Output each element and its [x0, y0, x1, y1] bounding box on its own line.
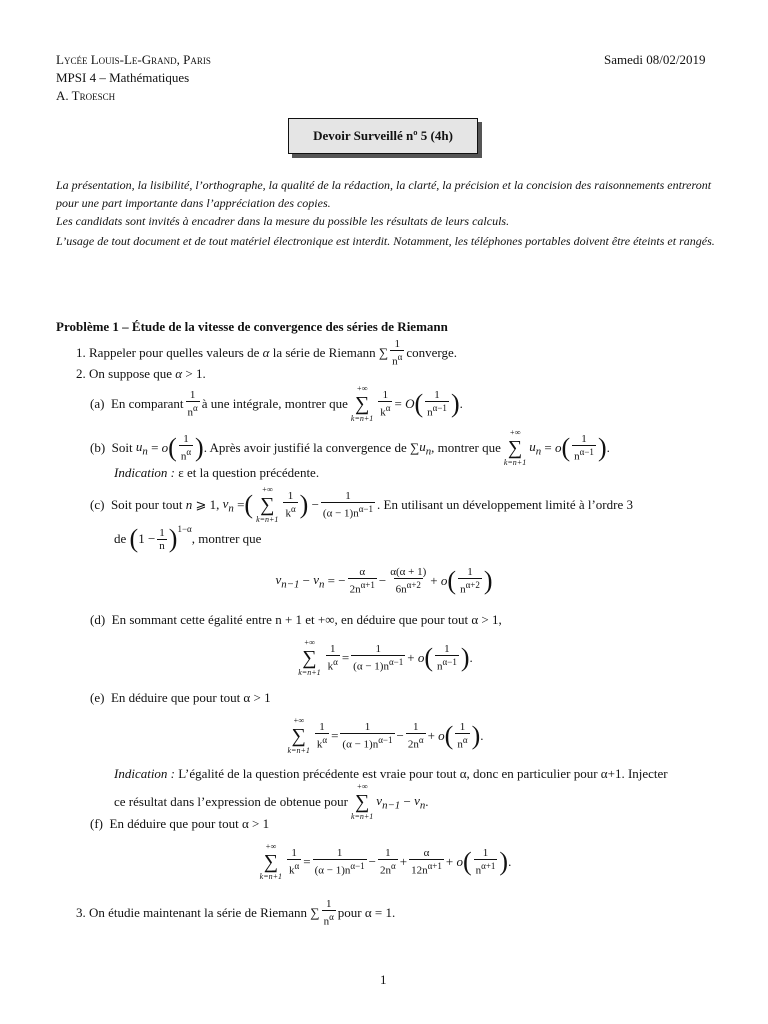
question-2e: (e) En déduire que pour tout α > 1: [90, 690, 271, 705]
equation-2e: +∞ ∑ k=n+1 $\frac{1}{k^\alpha}$ = $\frac{1}{(\alpha - 1)n^{\alpha-1}}$ − $\frac{1}{2n^\alpha}$ + o ( $\frac{1}{n^\alpha}$ ) .: [287, 716, 484, 755]
exam-title: Devoir Surveillé nº 5 (4h): [288, 118, 478, 154]
problem-heading: Problème 1 – Étude de la vitesse de convergence des séries de Riemann: [56, 319, 448, 334]
equation-2c: $v_{n-1}$ − $v_n$ = − $\frac{\alpha}{2n^{\alpha+1}}$ − $\frac{\alpha(\alpha + 1)}{6n^{\alpha+2}}$ + o ( $\frac{1}{n^{\alpha+2}}$ ): [275, 566, 493, 596]
header-date: Samedi 08/02/2019: [604, 52, 706, 67]
question-2a: (a) En comparant $\frac{1}{n^\alpha}$ à une intégrale, montrer que +∞ ∑ k=n+1 $\frac{1}{k^\alpha}$ = O ( $\frac{1}{n^{\alpha-1}}$ ) .: [90, 384, 463, 423]
hint-2e-cont: ce résultat dans l’expression de obtenue pour +∞ ∑ k=n+1 $v_{n-1}$ − $v_n$ .: [114, 782, 429, 821]
question-2f: (f) En déduire que pour tout α > 1: [90, 816, 270, 831]
intro-paragraph-1: La présentation, la lisibilité, l’orthographe, la qualité de la rédaction, la clarté, la précision et la concision des raisonnements entreront pour une part importante dans l’appréciation des copies.: [56, 178, 712, 210]
question-3: 3. On étudie maintenant la série de Riemann ∑ $\frac{1}{n^\alpha}$ pour α = 1.: [76, 898, 396, 928]
equation-2d: +∞ ∑ k=n+1 $\frac{1}{k^\alpha}$ = $\frac{1}{(\alpha - 1)n^{\alpha-1}}$ + o ( $\frac{1}{n^{\alpha-1}}$ ) .: [298, 638, 473, 677]
question-2: 2. On suppose que α > 1.: [76, 366, 206, 381]
question-2c-cont: de ( 1 − $\frac{1}{n}$ ) $^{1-\alpha}$ , montrer que: [114, 524, 262, 553]
page-number: 1: [380, 972, 387, 987]
question-1: 1. Rappeler pour quelles valeurs de α la série de Riemann ∑ $\frac{1}{n^\alpha}$ converge.: [76, 338, 458, 368]
header-class: MPSI 4 – Mathématiques: [56, 70, 190, 85]
hint-2e: Indication : L’égalité de la question précédente est vraie pour tout α, donc en particulier pour α+1. Injecter: [114, 766, 668, 781]
question-2d: (d) En sommant cette égalité entre n + 1 et +∞, en déduire que pour tout α > 1,: [90, 612, 502, 627]
equation-2f: +∞ ∑ k=n+1 $\frac{1}{k^\alpha}$ = $\frac{1}{(\alpha - 1)n^{\alpha-1}}$ − $\frac{1}{2n^\alpha}$ + $\frac{\alpha}{12n^{\alpha+1}}$ + o ( $\frac{1}{n^{\alpha+1}}$ ) .: [259, 842, 512, 881]
header-school: Lycée Louis-Le-Grand, Paris: [56, 52, 211, 67]
intro-paragraph-3: L’usage de tout document et de tout matériel électronique est interdit. Notamment, les téléphones portables doivent être éteints et rangés.: [56, 234, 715, 248]
question-2b: (b) Soit $u_n$ = o ( $\frac{1}{n^\alpha}$ ) . Après avoir justifié la convergence de ∑ $u_n$ , montrer que +∞ ∑ k=n+1 $u_n$ = o ( $\frac{1}{n^{\alpha-1}}$ ) .: [90, 428, 610, 467]
question-2c: (c) Soit pour tout n ⩾ 1, $v_n$ = ( +∞ ∑ k=n+1 $\frac{1}{k^\alpha}$ ) − $\frac{1}{(\alpha - 1)n^{\alpha-1}}$ . En utilisant un développement limité à l’ordre 3: [90, 485, 633, 524]
intro-paragraph-2: Les candidats sont invités à encadrer dans la mesure du possible les résultats de leurs calculs.: [56, 214, 510, 228]
header-author: A. Troesch: [56, 88, 116, 103]
hint-2b: Indication : ε et la question précédente.: [114, 465, 320, 480]
